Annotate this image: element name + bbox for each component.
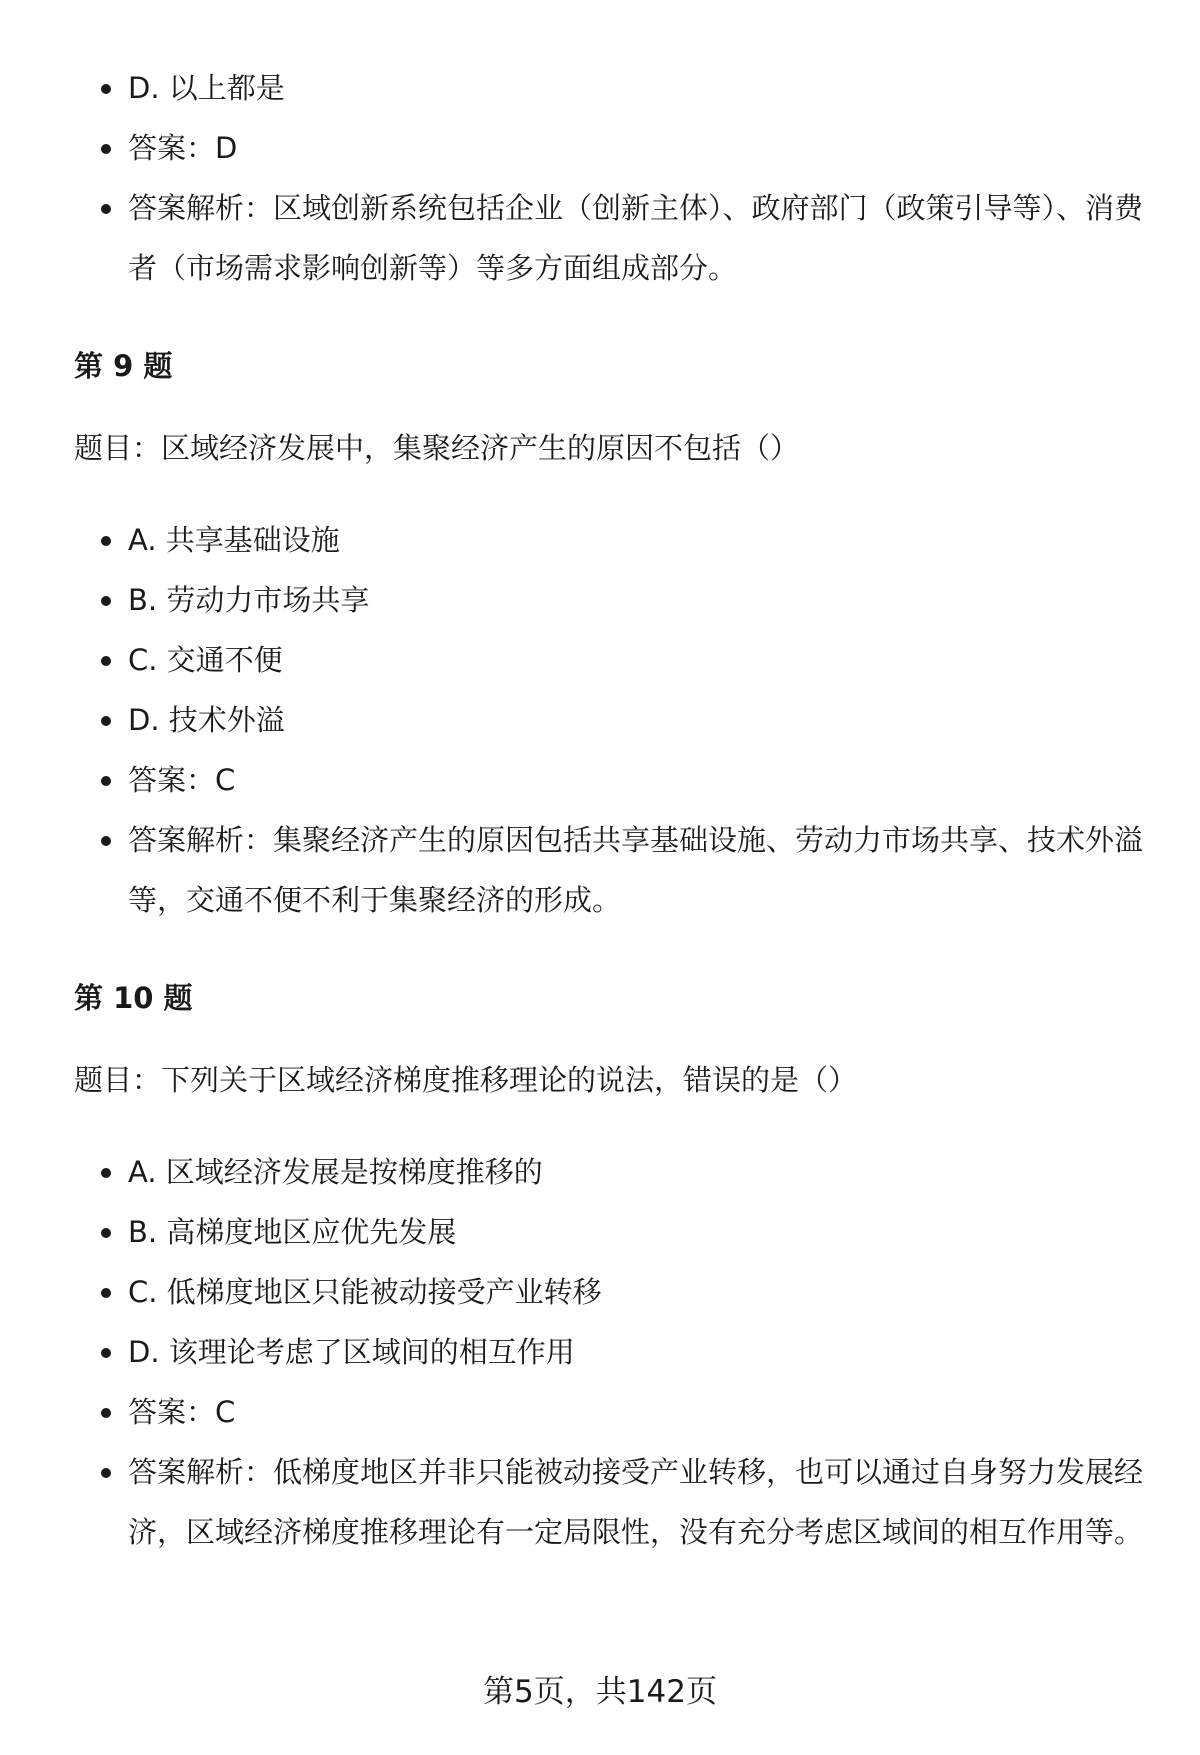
question-9-text: 题目：区域经济发展中，集聚经济产生的原因不包括（） [74, 431, 800, 465]
option-a: A. 共享基础设施 [74, 510, 1144, 570]
answer: 答案：D [74, 118, 1144, 178]
question-9-options [74, 510, 1144, 930]
answer-explanation: 答案解析：集聚经济产生的原因包括共享基础设施、劳动力市场共享、技术外溢等，交通不便不利于集聚经济的形成。 [74, 810, 1144, 930]
question-10-heading: 第 10 题 [74, 981, 193, 1015]
option-d: D. 该理论考虑了区域间的相互作用 [74, 1322, 1144, 1382]
option-a: A. 区域经济发展是按梯度推移的 [74, 1142, 1144, 1202]
previous-question-tail [74, 58, 1144, 298]
option-b: B. 高梯度地区应优先发展 [74, 1202, 1144, 1262]
option-c: C. 交通不便 [74, 630, 1144, 690]
answer: 答案：C [74, 750, 1144, 810]
option-b: B. 劳动力市场共享 [74, 570, 1144, 630]
question-9-heading: 第 9 题 [74, 349, 173, 383]
option-d: D. 技术外溢 [74, 690, 1144, 750]
page-footer: 第5页，共142页 [483, 1674, 717, 1710]
answer-explanation: 答案解析：低梯度地区并非只能被动接受产业转移，也可以通过自身努力发展经济，区域经济梯度推移理论有一定局限性，没有充分考虑区域间的相互作用等。 [74, 1442, 1144, 1562]
option-c: C. 低梯度地区只能被动接受产业转移 [74, 1262, 1144, 1322]
answer: 答案：C [74, 1382, 1144, 1442]
question-10-text: 题目：下列关于区域经济梯度推移理论的说法，错误的是（） [74, 1063, 858, 1097]
page-content [74, 58, 1144, 1562]
answer-explanation: 答案解析：区域创新系统包括企业（创新主体）、政府部门（政策引导等）、消费者（市场需求影响创新等）等多方面组成部分。 [74, 178, 1144, 298]
option-d: D. 以上都是 [74, 58, 1144, 118]
question-10-options [74, 1142, 1144, 1562]
